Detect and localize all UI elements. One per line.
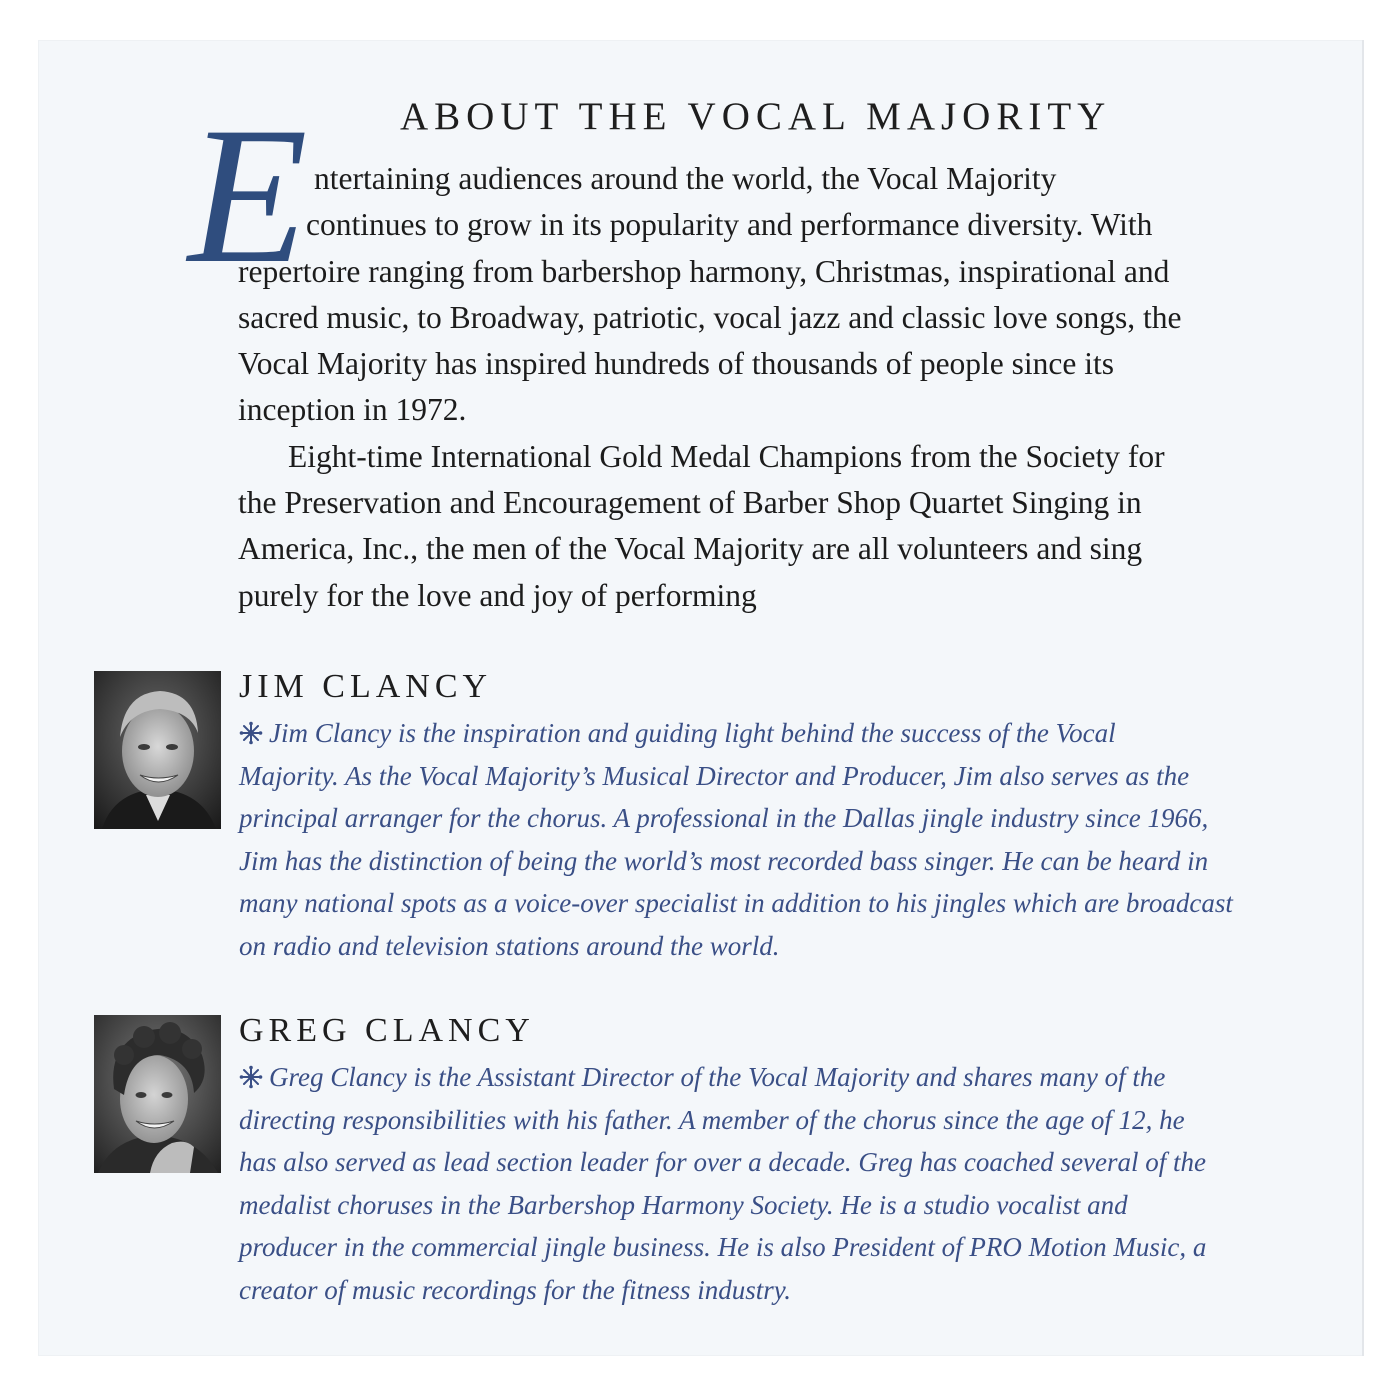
- snowflake-ornament-icon: [239, 1065, 263, 1089]
- bio-text: [239, 1056, 1349, 1311]
- intro-line: ntertaining audiences around the world, the Vocal Majority: [314, 161, 1057, 196]
- intro-paragraphs: [238, 156, 1338, 619]
- bio-line: Jim has the distinction of being the world’s most recorded bass singer. He can be heard in: [239, 845, 1209, 876]
- greg-clancy-portrait: [94, 1015, 221, 1173]
- bio-line: producer in the commercial jingle business. He is also President of PRO Motion Music, a: [239, 1232, 1207, 1262]
- bio-line: creator of music recordings for the fitness industry.: [239, 1274, 791, 1305]
- bio-line: medalist choruses in the Barbershop Harmony Society. He is a studio vocalist and: [239, 1189, 1128, 1220]
- bio-line: many national spots as a voice-over specialist in addition to his jingles which are broadcast: [239, 888, 1233, 918]
- intro-line: repertoire ranging from barbershop harmony, Christmas, inspirational and: [238, 253, 1170, 289]
- intro-line: continues to grow in its popularity and performance diversity. With: [306, 207, 1153, 243]
- page-title: ABOUT THE VOCAL MAJORITY: [400, 95, 1112, 138]
- page-edge: [1362, 40, 1364, 1356]
- bio-line-text: Jim Clancy is the inspiration and guiding light behind the success of the Vocal: [269, 718, 1116, 748]
- snowflake-ornament-icon: [239, 721, 263, 745]
- booklet-page: [38, 40, 1364, 1356]
- intro-line: Vocal Majority has inspired hundreds of thousands of people since its: [238, 346, 1115, 382]
- bio-line: principal arranger for the chorus. A professional in the Dallas jingle industry since 1966,: [239, 803, 1209, 833]
- intro-line: purely for the love and joy of performing: [238, 577, 757, 613]
- bio-line-text: Greg Clancy is the Assistant Director of the Vocal Majority and shares many of the: [269, 1062, 1166, 1092]
- bio-name: GREG CLANCY: [239, 1012, 535, 1049]
- drop-cap: E: [188, 87, 308, 304]
- jim-clancy-portrait: [94, 671, 221, 829]
- intro-line: America, Inc., the men of the Vocal Majority are all volunteers and sing: [238, 531, 1143, 567]
- intro-line: sacred music, to Broadway, patriotic, vocal jazz and classic love songs, the: [238, 299, 1182, 335]
- intro-line: inception in 1972.: [238, 392, 467, 428]
- bio-name: JIM CLANCY: [239, 668, 493, 705]
- bio-text: [239, 712, 1349, 967]
- intro-line: the Preservation and Encouragement of Barber Shop Quartet Singing in: [238, 485, 1142, 521]
- bio-line: Majority. As the Vocal Majority’s Musical Director and Producer, Jim also serves as the: [239, 760, 1190, 791]
- intro-line: Eight-time International Gold Medal Champions from the Society for: [288, 438, 1165, 474]
- bio-line: has also served as lead section leader for over a decade. Greg has coached several of the: [239, 1147, 1207, 1177]
- bio-line: [239, 712, 1349, 755]
- bio-line: [239, 1056, 1349, 1099]
- bio-line: on radio and television stations around the world.: [239, 930, 780, 961]
- bio-line: directing responsibilities with his father. A member of the chorus since the age of 12, he: [239, 1104, 1185, 1135]
